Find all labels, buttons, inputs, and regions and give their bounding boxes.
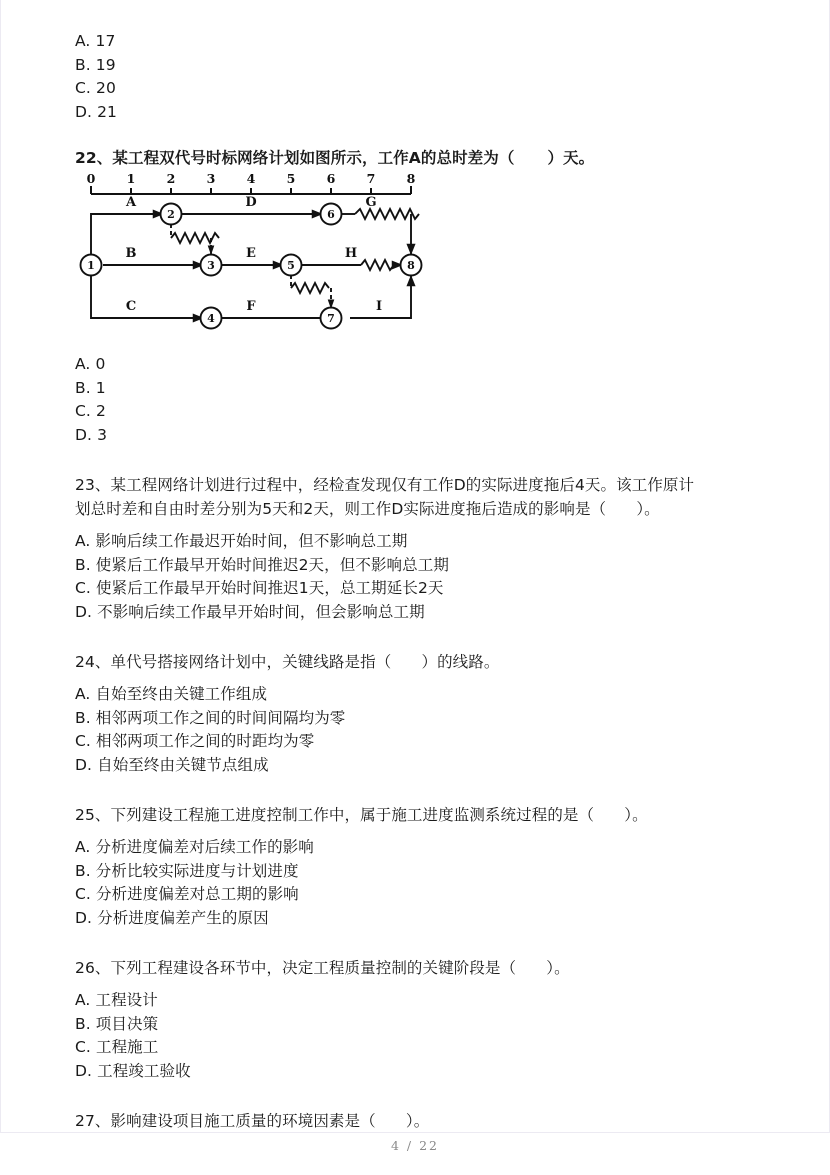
axis-tick-labels	[87, 172, 416, 186]
spacer	[75, 1083, 775, 1109]
svg-text:C: C	[125, 299, 137, 314]
option-item: B. 使紧后工作最早开始时间推迟2天，但不影响总工期	[75, 555, 449, 574]
svg-text:3: 3	[206, 172, 216, 186]
svg-text:8: 8	[407, 259, 415, 272]
question-22-options	[75, 353, 775, 447]
svg-text:5: 5	[286, 172, 296, 186]
question-22	[75, 146, 775, 447]
svg-text:1: 1	[126, 172, 136, 186]
option-item: D. 不影响后续工作最早开始时间，但会影响总工期	[75, 602, 425, 621]
spacer	[75, 447, 775, 473]
dummy-2-3	[171, 224, 219, 254]
option-item: B. 分析比较实际进度与计划进度	[75, 861, 299, 880]
option-item: B. 19	[75, 55, 116, 74]
option-item: D. 自始至终由关键节点组成	[75, 755, 269, 774]
svg-text:3: 3	[207, 259, 215, 272]
question-21-options	[75, 30, 775, 124]
question-25	[75, 803, 775, 930]
option-item: B. 项目决策	[75, 1014, 159, 1033]
svg-text:7: 7	[366, 172, 376, 186]
svg-text:0: 0	[86, 172, 96, 186]
svg-text:7: 7	[327, 312, 335, 325]
svg-text:2: 2	[166, 172, 176, 186]
svg-text:H: H	[344, 246, 358, 261]
option-item: A. 影响后续工作最迟开始时间，但不影响总工期	[75, 532, 408, 550]
option-item: A. 自始至终由关键工作组成	[75, 685, 268, 703]
time-axis	[91, 186, 411, 194]
svg-text:4: 4	[246, 172, 256, 186]
svg-text:5: 5	[287, 259, 295, 272]
option-item: A. 工程设计	[75, 991, 158, 1009]
question-stem-line2: 划总时差和自由时差分别为5天和2天，则工作D实际进度拖后造成的影响是（ ）。	[75, 500, 660, 518]
question-23-options	[75, 530, 775, 624]
spacer	[75, 624, 775, 650]
option-item: D. 3	[75, 425, 108, 444]
spacer	[75, 124, 775, 146]
svg-text:I: I	[375, 299, 383, 314]
option-item: C. 20	[75, 79, 116, 97]
question-stem: 22、某工程双代号时标网络计划如图所示，工作A的总时差为（ ）天。	[75, 149, 595, 167]
network-diagram	[79, 172, 439, 344]
option-item: A. 0	[75, 355, 106, 373]
svg-text:6: 6	[326, 172, 336, 186]
spacer	[75, 777, 775, 803]
option-item: C. 使紧后工作最早开始时间推迟1天，总工期延长2天	[75, 579, 444, 597]
svg-text:2: 2	[167, 208, 175, 221]
svg-text:6: 6	[327, 208, 335, 221]
question-stem: 26、下列工程建设各环节中，决定工程质量控制的关键阶段是（ ）。	[75, 959, 570, 977]
question-26	[75, 956, 775, 1083]
page-content	[75, 30, 775, 1133]
question-stem: 25、下列建设工程施工进度控制工作中，属于施工进度监测系统过程的是（ ）。	[75, 806, 648, 824]
question-stem: 27、影响建设项目施工质量的环境因素是（ ）。	[75, 1112, 430, 1130]
activity-H	[300, 260, 402, 270]
option-item: C. 分析进度偏差对总工期的影响	[75, 885, 299, 903]
question-24-options	[75, 683, 775, 777]
question-27	[75, 1109, 775, 1133]
svg-text:D: D	[245, 195, 257, 210]
question-24	[75, 650, 775, 777]
option-item: A. 分析进度偏差对后续工作的影响	[75, 838, 314, 856]
svg-text:B: B	[125, 246, 137, 261]
option-item: B. 1	[75, 378, 106, 397]
dummy-5-7	[291, 275, 331, 308]
spacer	[75, 930, 775, 956]
question-26-options	[75, 989, 775, 1083]
option-item: A. 17	[75, 32, 116, 50]
svg-text:F: F	[246, 299, 256, 314]
option-item: D. 21	[75, 102, 118, 121]
question-25-options	[75, 836, 775, 930]
option-item: B. 相邻两项工作之间的时间间隔均为零	[75, 708, 346, 727]
question-stem-line1: 23、某工程网络计划进行过程中，经检查发现仅有工作D的实际进度拖后4天。该工作原计	[75, 476, 695, 494]
question-23	[75, 473, 775, 624]
svg-text:G: G	[365, 195, 377, 210]
svg-text:A: A	[125, 195, 137, 210]
option-item: D. 分析进度偏差产生的原因	[75, 908, 269, 927]
svg-text:E: E	[246, 246, 256, 261]
option-item: C. 2	[75, 402, 106, 420]
svg-text:1: 1	[87, 259, 95, 272]
option-item: C. 工程施工	[75, 1038, 159, 1056]
option-item: D. 工程竣工验收	[75, 1061, 191, 1080]
question-stem: 24、单代号搭接网络计划中，关键线路是指（ ）的线路。	[75, 653, 500, 671]
svg-text:4: 4	[207, 312, 215, 325]
svg-text:8: 8	[406, 172, 416, 186]
option-item: C. 相邻两项工作之间的时距均为零	[75, 732, 315, 750]
page-footer: 4 / 22	[390, 1138, 440, 1153]
